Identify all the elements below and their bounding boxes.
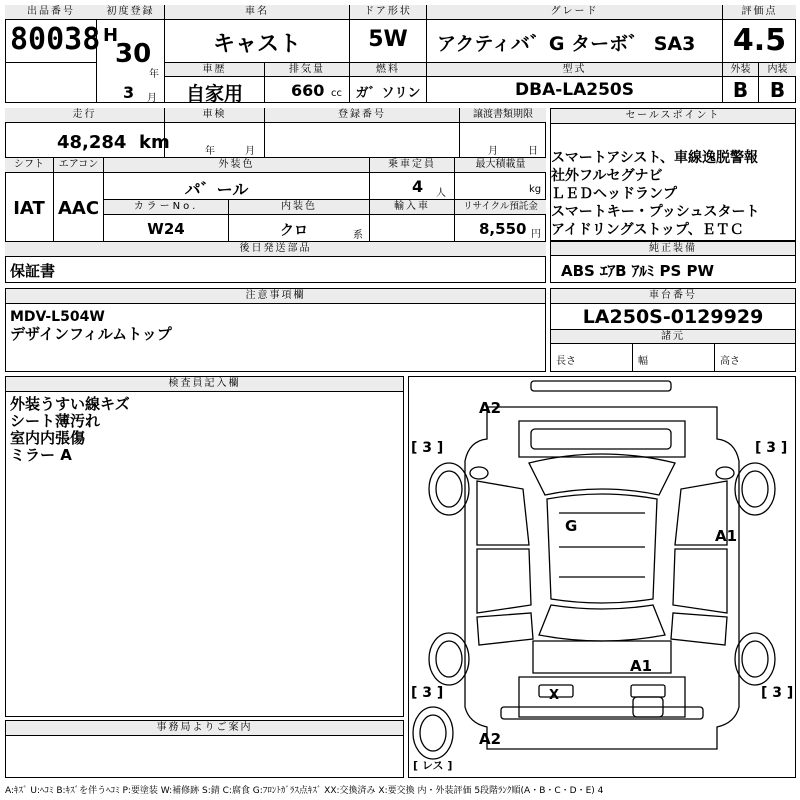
mileage-value: 48,284 <box>57 132 127 153</box>
capacity-value: 4 <box>412 177 424 196</box>
year-unit: 年 <box>149 69 159 80</box>
capacity-label: 乗車定員 <box>370 158 454 173</box>
inspection-cell <box>165 108 265 158</box>
car-outline-svg <box>409 377 795 777</box>
width-label: 幅 <box>638 356 648 367</box>
mileage-label: 走行 <box>5 108 164 123</box>
specs-label: 諸元 <box>551 329 795 344</box>
mileage-unit: km <box>139 132 170 153</box>
lot-blank-cell <box>5 63 97 103</box>
recycle-value: 8,550 <box>479 220 527 238</box>
registration-month: 3 <box>123 83 135 102</box>
caution-lines <box>10 309 172 343</box>
aircon-cell <box>54 158 104 242</box>
sales-point-item: 社外フルセグナビ <box>551 168 663 184</box>
damage-mark-rear: A1 <box>630 657 653 675</box>
inspector-line: 室内内張傷 <box>10 429 86 447</box>
shift-cell <box>5 158 54 242</box>
sales-points-label: セールスポイント <box>551 109 795 124</box>
interior-grade-cell <box>759 63 796 103</box>
exterior-color-label: 外装色 <box>104 158 369 173</box>
inspection-year-unit: 年 <box>205 146 215 157</box>
registration-number-label: 登録番号 <box>265 108 459 123</box>
sales-point-item: スマートキー・プッシュスタート <box>551 204 760 220</box>
color-number-value: W24 <box>147 220 185 238</box>
damage-mark-roof: G <box>565 517 578 535</box>
transfer-month-unit: 月 <box>488 146 498 157</box>
inspection-month-unit: 月 <box>245 146 255 157</box>
max-load-cell <box>455 158 546 200</box>
lot-number-label: 出品番号 <box>5 5 97 20</box>
grade-cell <box>427 5 723 63</box>
score-value: 4.5 <box>732 23 787 58</box>
damage-mark-front: A2 <box>479 399 502 417</box>
height-label: 高さ <box>720 356 740 367</box>
fuel-label: 燃料 <box>350 63 426 77</box>
door-type-value: 5W <box>368 27 408 52</box>
office-section <box>5 720 404 778</box>
score-label: 評価点 <box>723 5 796 20</box>
car-diagram <box>408 376 796 778</box>
sales-point-item: ＬＥＤヘッドランプ <box>551 186 677 202</box>
interior-grade-value: B <box>769 78 786 102</box>
interior-color-unit: 系 <box>353 230 363 241</box>
tire-front-left: [ 3 ] <box>411 440 444 456</box>
interior-color-cell <box>229 200 370 242</box>
spare-tire-label: [ レス ] <box>413 759 453 772</box>
lot-number-cell <box>5 5 101 63</box>
caution-line: デザインフィルムトップ <box>10 325 172 343</box>
interior-color-label: 内装色 <box>229 200 369 215</box>
inspector-lines <box>10 396 130 464</box>
displacement-cell <box>265 63 350 103</box>
mileage-cell <box>5 108 170 158</box>
tire-front-right: [ 3 ] <box>755 440 788 456</box>
era-prefix: H <box>103 25 119 46</box>
grade-label: グレード <box>427 5 722 20</box>
transfer-deadline-cell <box>460 108 546 158</box>
exterior-color-value: パ゛ール <box>184 180 249 199</box>
exterior-grade-label: 外装 <box>723 63 758 77</box>
sales-points-section <box>550 108 796 241</box>
lot-number-value: 80038 <box>10 22 101 57</box>
tire-rear-left: [ 3 ] <box>411 685 444 701</box>
equipment-section <box>550 241 796 283</box>
door-type-label: ドア形状 <box>350 5 426 20</box>
model-label: 型式 <box>427 63 722 77</box>
legend-text: A:ｷｽﾞ U:ﾍｺﾐ B:ｷｽﾞを伴うﾍｺﾐ P:要塗装 W:補修跡 S:錆 C:腐食 G:ﾌﾛﾝﾄｶﾞﾗｽ点ｷｽﾞ XX:交換済み X:要交換 内・外装評価 5段階ﾗﾝｸ順(A・B・C・D・E) 4 <box>5 786 604 796</box>
interior-color-value: クロ <box>280 223 308 239</box>
later-parts-value: 保証書 <box>10 262 56 280</box>
score-cell <box>723 5 796 63</box>
length-label: 長さ <box>556 356 576 367</box>
height-cell <box>715 344 795 371</box>
inspection-label: 車検 <box>165 108 264 123</box>
displacement-value: 660 <box>291 81 325 100</box>
sales-points-list <box>551 149 759 239</box>
car-name-value: キャスト <box>212 32 301 57</box>
car-name-cell <box>165 5 350 63</box>
caution-label: 注意事項欄 <box>6 289 545 304</box>
damage-mark-rear-bumper: X <box>549 688 560 703</box>
caution-line: MDV-L504W <box>10 309 105 325</box>
car-name-label: 車名 <box>165 5 349 20</box>
sales-point-item: スマートアシスト、車線逸脱警報 <box>551 150 759 166</box>
history-cell <box>165 63 265 103</box>
recycle-label: リサイクル預託金 <box>455 200 546 215</box>
max-load-unit: kg <box>529 184 542 195</box>
recycle-unit: 円 <box>531 229 541 240</box>
fuel-cell <box>350 63 427 103</box>
color-number-label: カラーNo. <box>104 200 228 215</box>
exterior-grade-cell <box>723 63 759 103</box>
import-cell <box>370 200 455 242</box>
history-value: 自家用 <box>185 83 243 105</box>
chassis-number: LA250S-0129929 <box>582 306 764 328</box>
model-value: DBA-LA250S <box>515 80 634 100</box>
aircon-label: エアコン <box>54 158 103 173</box>
length-cell <box>551 344 633 371</box>
fuel-value: ガ゛ソリン <box>355 86 421 101</box>
displacement-label: 排気量 <box>265 63 349 77</box>
import-label: 輸入車 <box>370 200 454 215</box>
equipment-value: ABS ｴｱB ｱﾙﾐ PS PW <box>561 262 715 280</box>
width-cell <box>633 344 715 371</box>
damage-mark-rear-corner: A2 <box>479 730 502 748</box>
inspector-label: 検査員記入欄 <box>6 377 403 392</box>
inspector-section <box>5 376 404 717</box>
exterior-grade-value: B <box>732 78 749 102</box>
damage-mark-right: A1 <box>715 527 738 545</box>
interior-grade-label: 内装 <box>759 63 796 77</box>
door-type-cell <box>350 5 427 63</box>
displacement-unit: cc <box>331 88 342 99</box>
registration-number-cell <box>265 108 460 158</box>
registration-year: 30 <box>115 39 152 69</box>
inspector-line: シート薄汚れ <box>10 412 101 430</box>
chassis-section <box>550 288 796 372</box>
color-number-cell <box>104 200 229 242</box>
transfer-day-unit: 日 <box>528 146 538 157</box>
equipment-label: 純正装備 <box>551 241 795 256</box>
sales-point-item: アイドリングストップ、ＥＴＣ <box>551 222 744 238</box>
transfer-deadline-label: 譲渡書類期限 <box>460 108 546 123</box>
aircon-value: AAC <box>57 198 100 219</box>
later-parts-cell <box>5 242 546 283</box>
recycle-cell <box>455 200 546 242</box>
grade-value: アクティバ゛G ターボ゛ SA3 <box>437 33 696 55</box>
model-cell <box>427 63 723 103</box>
exterior-color-cell <box>104 158 370 200</box>
inspector-line: 外装うすい線キズ <box>10 395 130 413</box>
month-unit: 月 <box>147 93 157 104</box>
office-label: 事務局よりご案内 <box>6 721 403 736</box>
inspector-line: ミラー A <box>10 446 72 464</box>
tire-rear-right: [ 3 ] <box>761 685 794 701</box>
caution-section <box>5 288 546 372</box>
chassis-label: 車台番号 <box>551 289 795 304</box>
first-registration-label: 初度登録 <box>97 5 164 20</box>
max-load-label: 最大積載量 <box>455 158 546 173</box>
later-parts-label: 後日発送部品 <box>5 242 546 257</box>
capacity-cell <box>370 158 455 200</box>
shift-value: IAT <box>13 198 45 219</box>
shift-label: シフト <box>5 158 53 173</box>
first-registration-cell <box>97 5 165 103</box>
capacity-unit: 人 <box>436 188 446 199</box>
history-label: 車歴 <box>165 63 264 77</box>
